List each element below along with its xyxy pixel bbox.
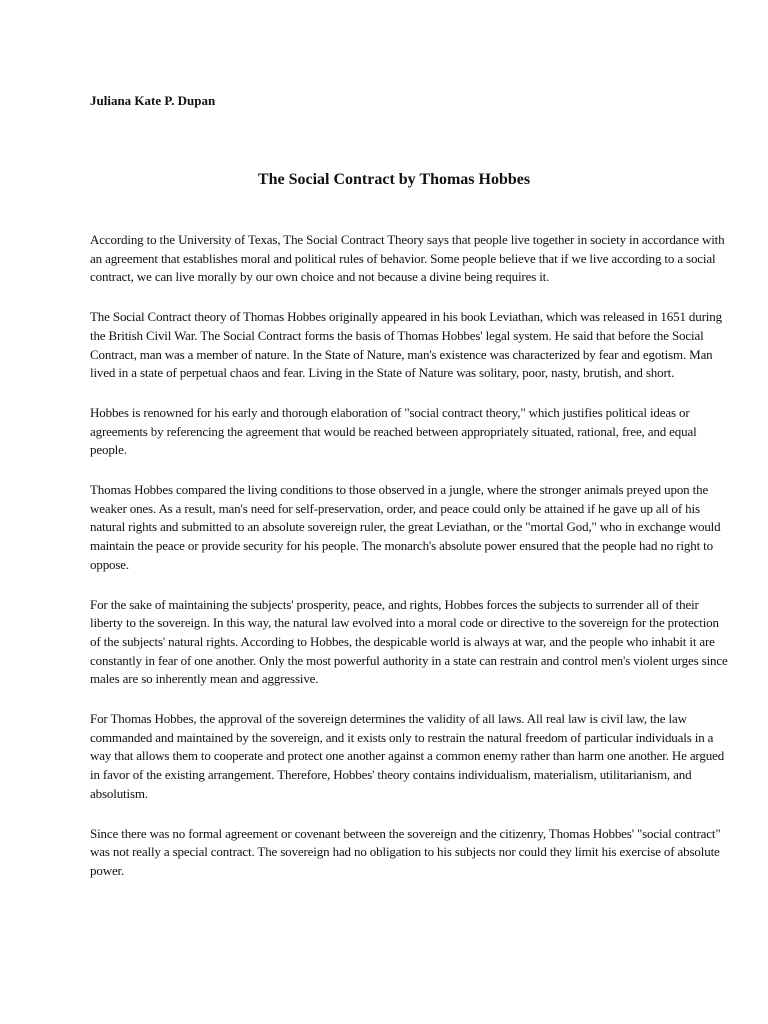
document-body <box>90 231 730 902</box>
paragraph-4: Thomas Hobbes compared the living conditions to those observed in a jungle, where the stronger animals preyed upon the weaker ones. As a result, man's need for self-preservation, order, and peace could only be attained if he gave up all of his natural rights and submitted to an absolute sovereign ruler, the great Leviathan, or the "mortal God," who in exchange would maintain the peace or provide security for his people. The monarch's absolute power ensured that the people had no right to oppose. <box>90 482 721 572</box>
paragraph-3: Hobbes is renowned for his early and thorough elaboration of "social contract theory," which justifies political ideas or agreements by referencing the agreement that would be reached between appropriately situated, rational, free, and equal people. <box>90 404 697 458</box>
paragraph-2: The Social Contract theory of Thomas Hobbes originally appeared in his book Leviathan, which was released in 1651 during the British Civil War. The Social Contract forms the basis of Thomas Hobbes' legal system. He said that before the Social Contract, man was a member of nature. In the State of Nature, man's existence was characterized by fear and egotism. Man lived in a state of perpetual chaos and fear. Living in the State of Nature was solitary, poor, nasty, brutish, and short. <box>90 309 722 381</box>
author-name: Juliana Kate P. Dupan <box>90 93 216 108</box>
document-title: The Social Contract by Thomas Hobbes <box>257 171 531 188</box>
paragraph-7: Since there was no formal agreement or covenant between the sovereign and the citizenry, Thomas Hobbes' "social contract" was not really a special contract. The sovereign had no obligation to his subjects nor could they limit his exercise of absolute power. <box>90 825 721 878</box>
paragraph-5: For the sake of maintaining the subjects' prosperity, peace, and rights, Hobbes forces the subjects to surrender all of their liberty to the sovereign. In this way, the natural law evolved into a moral code or directive to the sovereign for the protection of the subjects' natural rights. According to Hobbes, the despicable world is always at war, and the people who inhabit it are constantly in fear of one another. Only the most powerful authority in a state can restrain and control men's violent urges since males are so inherently mean and aggressive. <box>90 596 728 687</box>
paragraph-6: For Thomas Hobbes, the approval of the sovereign determines the validity of all laws. All real law is civil law, the law commanded and maintained by the sovereign, and it exists only to restrain the natural freedom of particular individuals in a way that allows them to cooperate and protect one another against a common enemy rather than harm one another. He argued in favor of the existing arrangement. Therefore, Hobbes' theory contains individualism, materialism, utilitarianism, and absolutism. <box>90 711 725 801</box>
paragraph-1: According to the University of Texas, The Social Contract Theory says that people live together in society in accordance with an agreement that establishes moral and political rules of behavior. Some people believe that if we live according to a social contract, we can live morally by our own choice and not because a divine being requires it. <box>90 232 725 285</box>
